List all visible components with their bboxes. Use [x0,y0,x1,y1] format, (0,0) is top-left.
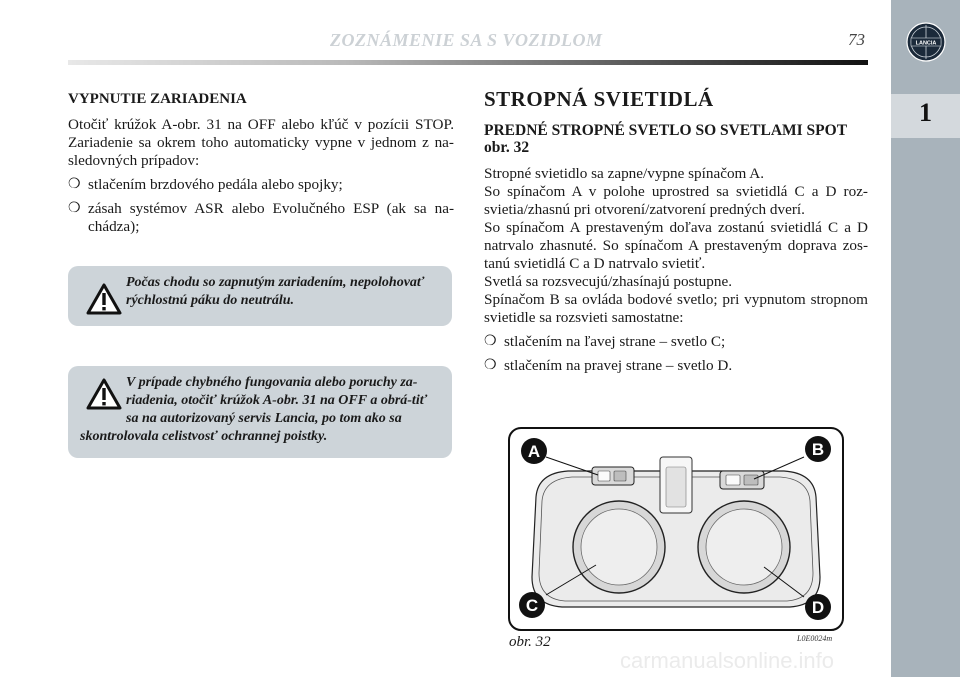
bullet-icon: ❍ [484,334,497,349]
figure-code: L0E0024m [797,634,833,643]
right-column [484,87,868,375]
list-item-text: zásah systémov ASR alebo Evolučného ESP (ak sa na-chádza); [88,200,454,235]
label-c: C [525,596,539,615]
figure-caption: obr. 32 [509,634,551,650]
page-number: 73 [848,30,865,49]
ceiling-light-figure [508,427,844,631]
list-item [484,333,868,351]
section-title: STROPNÁ SVIETIDLÁ [484,87,714,111]
body-paragraph: So spínačom A prestaveným doľava zostanú svietidlá C a D natrvalo zhasnuté. So spínačom A prestaveným doprava zos-tanú svietidlá C a D natrvalo svietiť. [484,219,868,272]
lancia-logo [906,22,946,62]
warning-text-tail: skontrolovala celistvosť ochrannej poistky. [80,429,328,444]
body-paragraph: Stropné svietidlo sa zapne/vypne spínačom A. [484,165,765,182]
list-item [484,357,868,375]
label-b: B [811,440,825,459]
section-heading: VYPNUTIE ZARIADENIA [68,91,247,107]
left-column [68,90,454,236]
bullet-icon: ❍ [68,177,81,192]
bullet-icon: ❍ [484,358,497,373]
logo-text: LANCIA [915,40,937,47]
bullet-icon: ❍ [68,201,81,216]
list-item-text: stlačením na pravej strane – svetlo D. [504,357,733,374]
warning-box [68,366,452,458]
body-paragraph: So spínačom A v polohe uprostred sa svietidlá C a D roz-svietia/zhasnú pri otvorení/zatvorení predných dverí. [484,183,868,218]
header-rule [68,60,868,65]
body-paragraph: Spínačom B sa ovláda bodové svetlo; pri vypnutom stropnom svietidle sa rozsvieti samostatne: [484,291,868,326]
list-item [68,200,454,236]
list-item [68,176,454,194]
body-paragraph: Otočiť krúžok A-obr. 31 na OFF alebo kľúč v pozícii STOP. Zariadenie sa okrem toho automaticky vypne v jednom z na-sledovných prípadov: [68,116,454,169]
chapter-tab [891,94,960,138]
section-subheading: PREDNÉ STROPNÉ SVETLO SO SVETLAMI SPOT obr. 32 [484,122,847,156]
list-item-text: stlačením brzdového pedála alebo spojky; [88,176,343,193]
warning-box [68,266,452,326]
label-a: A [527,442,541,461]
warning-text: V prípade chybného fungovania alebo poruchy za-riadenia, otočiť krúžok A-obr. 31 na OFF a obrá-tiť sa na autorizovaný servis Lancia, po tom ako sa [126,375,428,426]
watermark: carmanualsonline.info [620,648,835,673]
label-d: D [811,598,825,617]
page-header-title: ZOZNÁMENIE SA S VOZIDLOM [330,30,603,50]
list-item-text: stlačením na ľavej strane – svetlo C; [504,333,726,350]
chapter-number: 1 [919,98,932,127]
warning-text: Počas chodu so zapnutým zariadením, nepolohovať rýchlostnú páku do neutrálu. [126,275,425,308]
body-paragraph: Svetlá sa rozsvecujú/zhasínajú postupne. [484,273,732,290]
